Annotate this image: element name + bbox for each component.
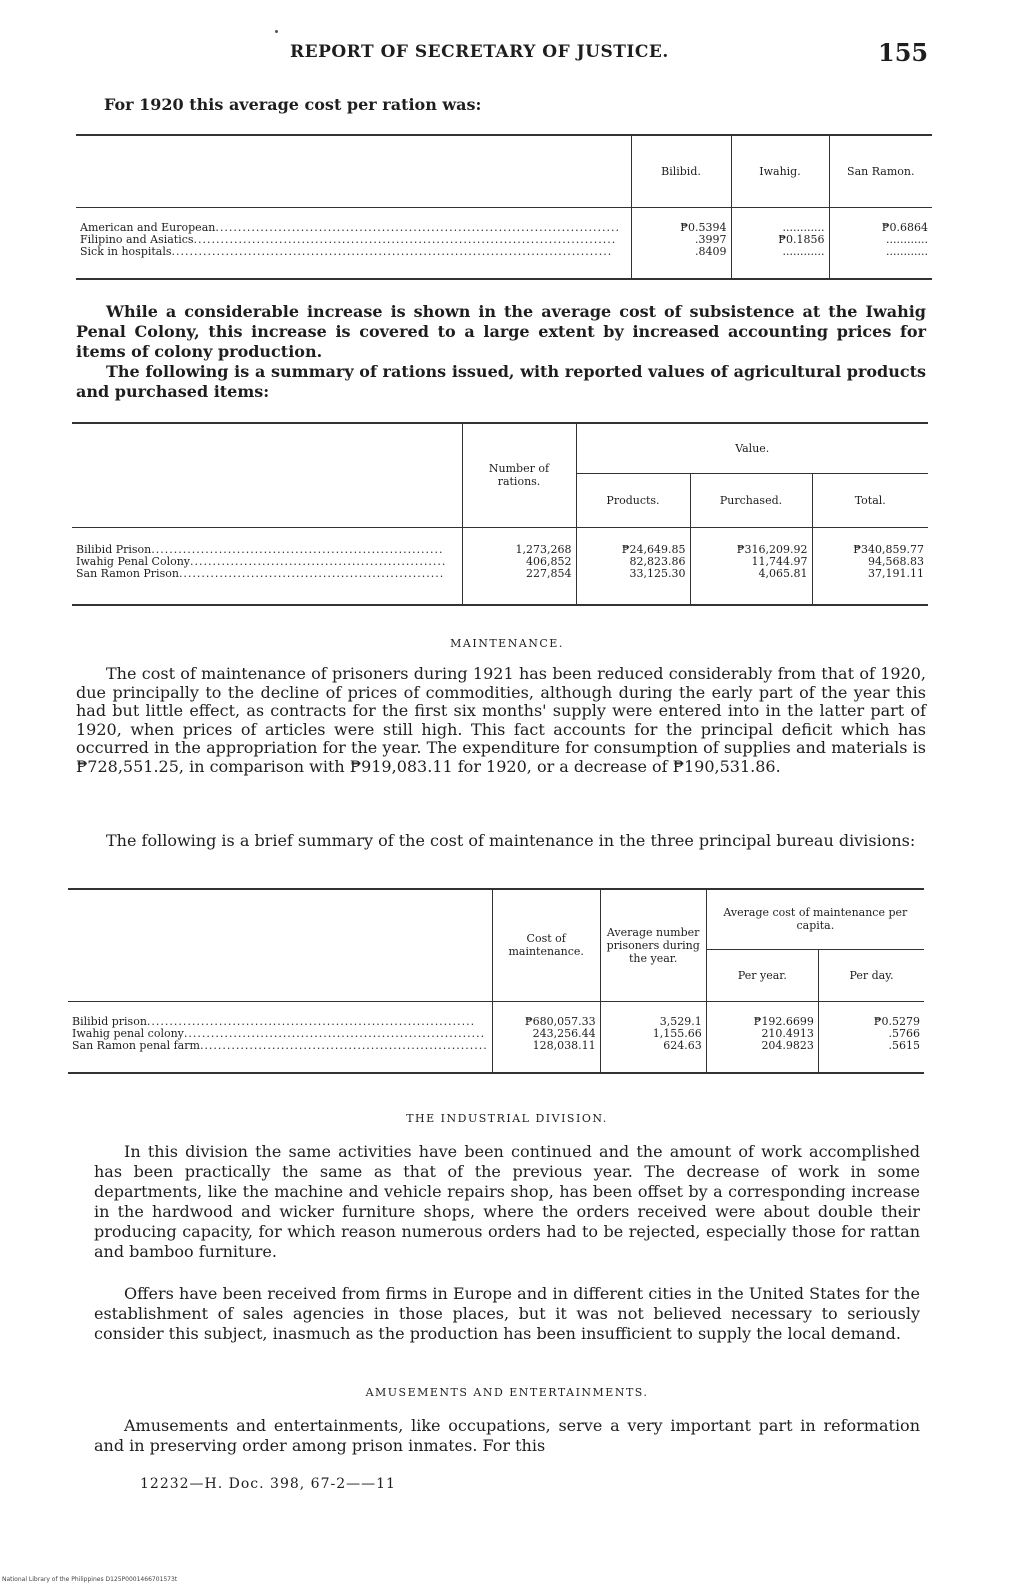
col-total: Total.	[812, 473, 928, 527]
table-row: American and European..........................................................................................	[80, 220, 621, 234]
page-number: 155	[878, 38, 929, 67]
col-average-prisoners: Average number prisoners during the year.	[600, 889, 706, 1001]
document-reference: 12232—H. Doc. 398, 67-2——11	[140, 1476, 396, 1492]
row-labels	[76, 207, 631, 279]
col-bilibid: Bilibid.	[631, 135, 731, 207]
table-row: Bilibid prison.........................................................................	[72, 1014, 476, 1028]
table-row: Filipino and Asiatics..............................................................................................	[80, 232, 617, 246]
col-san-ramon: San Ramon.	[829, 135, 932, 207]
per-year-values: ₱192.6699 210.4913 204.9823	[706, 1001, 818, 1073]
total-values: ₱340,859.77 94,568.83 37,191.11	[812, 527, 928, 605]
purchased-values: ₱316,209.92 11,744.97 4,065.81	[690, 527, 812, 605]
col-number-of-rations: Number of rations.	[462, 423, 576, 527]
rations-table	[72, 422, 928, 606]
col-purchased: Purchased.	[690, 473, 812, 527]
paragraph-amusements: Amusements and entertainments, like occupations, serve a very important part in reformation and in preserving order among prison inmates. For this	[94, 1416, 920, 1455]
col-cost-of-maintenance: Cost of maintenance.	[492, 889, 600, 1001]
running-header: REPORT OF SECRETARY OF JUSTICE.	[290, 42, 669, 62]
col-per-day: Per day.	[818, 949, 924, 1001]
paragraph-maintenance-intro: The following is a brief summary of the cost of maintenance in the three principal bureau divisions:	[106, 831, 916, 850]
rations-values: 1,273,268 406,852 227,854	[462, 527, 576, 605]
scan-speck	[275, 30, 278, 33]
col-average-cost-per-capita: Average cost of maintenance per capita.	[706, 889, 924, 949]
ration-cost-intro: For 1920 this average cost per ration was:	[104, 95, 482, 114]
table-row: San Ramon penal farm................................................................	[72, 1038, 488, 1052]
table-row: Sick in hospitals..................................................................................................	[80, 244, 613, 258]
row-labels	[72, 527, 462, 605]
paragraph-maintenance: The cost of maintenance of prisoners during 1921 has been reduced considerably from that of 1920, due principally to the decline of prices of commodities, although during the early part of the year this had but little effect, as contracts for the first six months' supply were entered into in the latter part of 1920, when prices of articles were still high. This fact accounts for the principal deficit which has occurred in the appropriation for the year. The expenditure for consumption of supplies and materials is ₱728,551.25, in comparison with ₱919,083.11 for 1920, or a decrease of ₱190,531.86.	[76, 664, 926, 776]
section-heading-maintenance: MAINTENANCE.	[450, 637, 564, 650]
products-values: ₱24,649.85 82,823.86 33,125.30	[576, 527, 690, 605]
table-row: Iwahig Penal Colony.........................................................	[76, 554, 447, 568]
san-ramon-values: ₱0.6864 ............ ............	[829, 207, 932, 279]
col-per-year: Per year.	[706, 949, 818, 1001]
paragraph-industrial: In this division the same activities have been continued and the amount of work accomplished has been practically the same as that of the previous year. The decrease of work in some departments, like the machine and vehicle repairs shop, has been offset by a corresponding increase in the hardwood and wicker furniture shops, where the orders received were about double their producing capacity, for which reason numerous orders had to be rejected, especially those for rattan and bamboo furniture.	[94, 1142, 920, 1261]
section-heading-industrial: THE INDUSTRIAL DIVISION.	[406, 1112, 608, 1125]
paragraph-rations-intro: The following is a summary of rations issued, with reported values of agricultural products and purchased items:	[76, 362, 926, 401]
prisoner-values: 3,529.1 1,155.66 624.63	[600, 1001, 706, 1073]
table-row: Bilibid Prison.................................................................	[76, 542, 444, 556]
col-products: Products.	[576, 473, 690, 527]
iwahig-values: ............ ₱0.1856 ............	[731, 207, 829, 279]
section-heading-amusements: AMUSEMENTS AND ENTERTAINMENTS.	[365, 1386, 649, 1399]
cost-values: ₱680,057.33 243,256.44 128,038.11	[492, 1001, 600, 1073]
col-iwahig: Iwahig.	[731, 135, 829, 207]
bilibid-values: ₱0.5394 .3997 .8409	[631, 207, 731, 279]
per-day-values: ₱0.5279 .5766 .5615	[818, 1001, 924, 1073]
paragraph-sales-agencies: Offers have been received from firms in Europe and in different cities in the United States for the establishment of sales agencies in those places, but it was not believed necessary to seriously consider this subject, inasmuch as the production has been insufficient to supply the local demand.	[94, 1284, 920, 1343]
ration-cost-table	[76, 134, 932, 280]
table-row: San Ramon Prison...........................................................	[76, 566, 445, 580]
col-value: Value.	[576, 423, 928, 473]
source-note: National Library of the Philippines D125P0001466701573t	[2, 1576, 178, 1583]
stub-header	[72, 423, 462, 527]
table-row: Iwahig penal colony...................................................................	[72, 1026, 486, 1040]
stub-header	[68, 889, 492, 1001]
paragraph-subsistence: While a considerable increase is shown in the average cost of subsistence at the Iwahig Penal Colony, this increase is covered to a large extent by increased accounting prices for items of colony production.	[76, 302, 926, 361]
maintenance-table	[68, 888, 924, 1074]
row-labels	[68, 1001, 492, 1073]
stub-header	[76, 135, 631, 207]
